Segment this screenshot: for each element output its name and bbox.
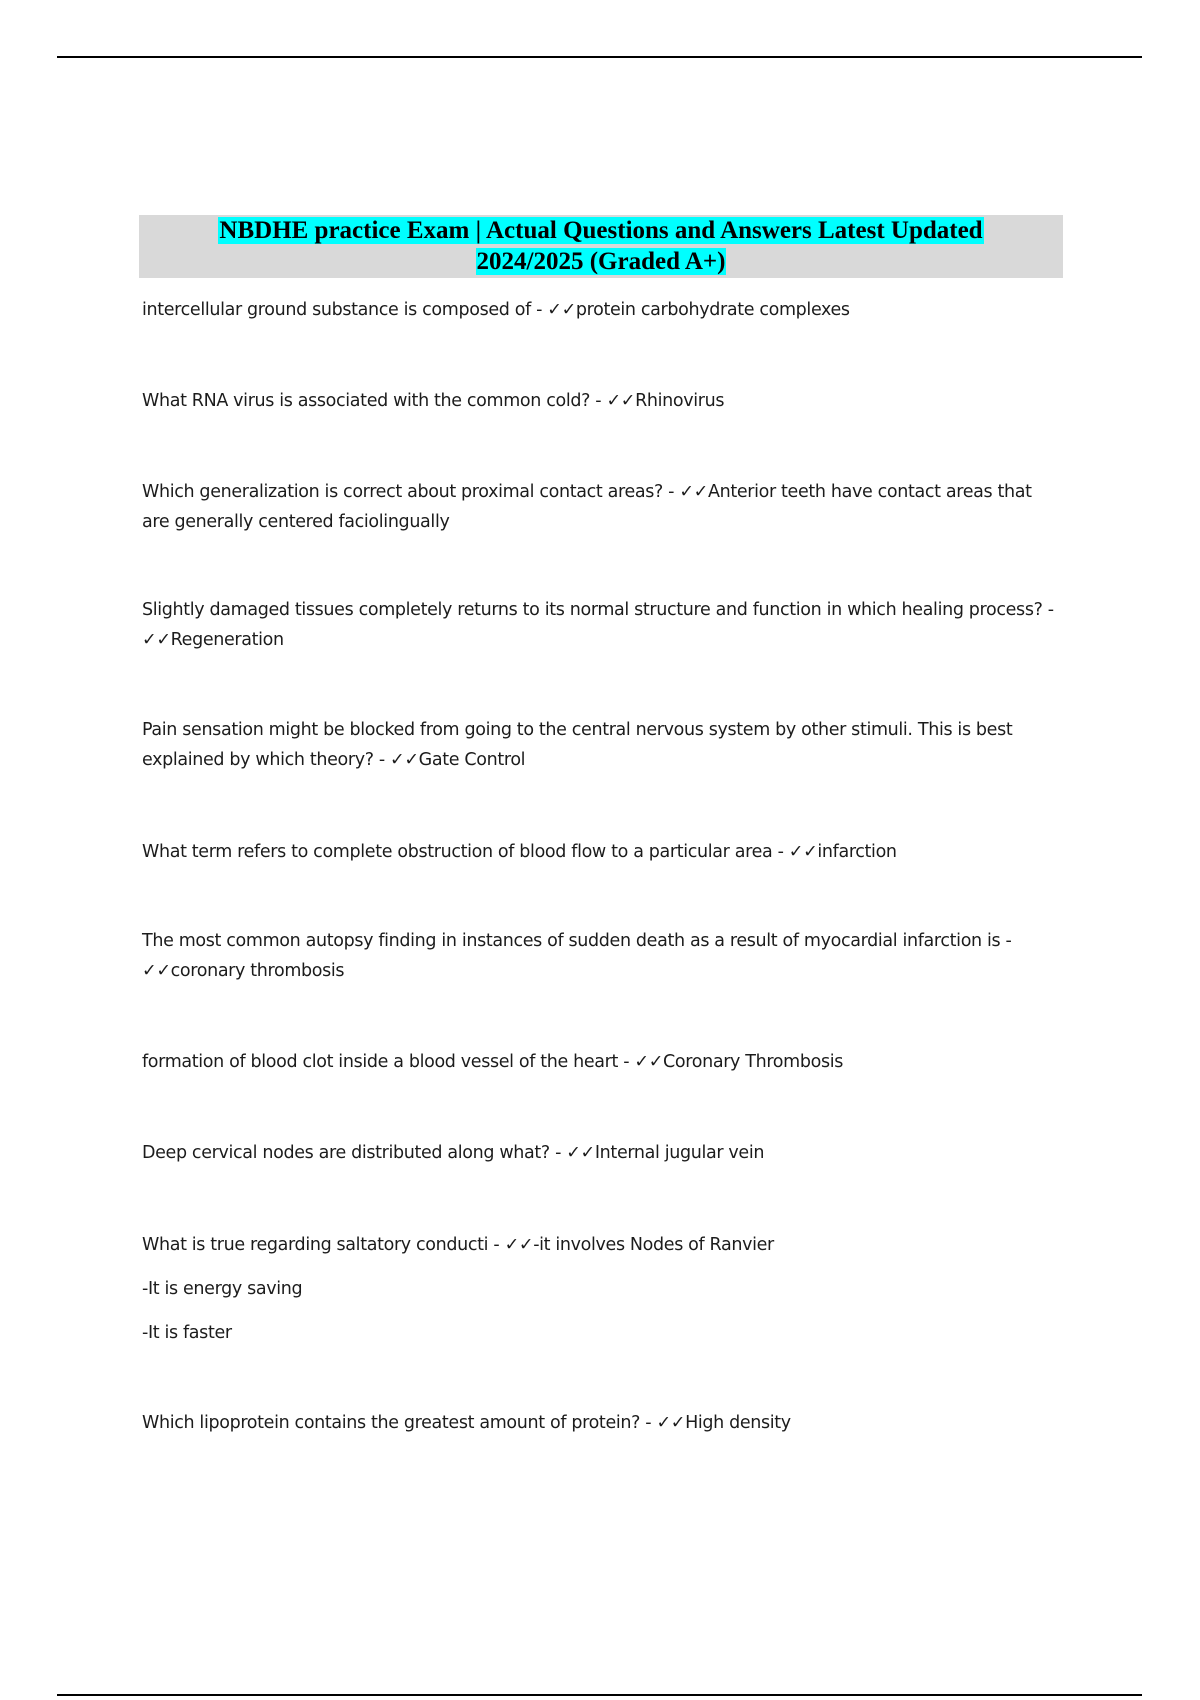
qa-item [142, 477, 1062, 537]
qa-item [142, 715, 1062, 775]
qa-extra-line: -It is faster [142, 1323, 232, 1343]
document-title-line-2: 2024/2025 (Graded A+) [476, 248, 726, 275]
header-rule [57, 56, 1142, 58]
qa-text: Pain sensation might be blocked from going to the central nervous system by other stimuli. This is best explained by which theory? - ✓✓Gate Control [142, 720, 1013, 770]
qa-text: Which lipoprotein contains the greatest amount of protein? - ✓✓High density [142, 1413, 791, 1433]
document-title-box [139, 215, 1063, 278]
qa-item [142, 926, 1062, 986]
qa-item [142, 837, 1062, 867]
qa-item [142, 1408, 1062, 1438]
qa-text: Deep cervical nodes are distributed along what? - ✓✓Internal jugular vein [142, 1143, 765, 1163]
qa-item [142, 595, 1062, 655]
qa-text: The most common autopsy finding in instances of sudden death as a result of myocardial infarction is - ✓✓coronary thrombosis [142, 931, 1012, 981]
qa-item [142, 295, 1062, 325]
qa-text: What RNA virus is associated with the common cold? - ✓✓Rhinovirus [142, 391, 725, 411]
qa-text: What is true regarding saltatory conducti - ✓✓-it involves Nodes of Ranvier [142, 1235, 774, 1255]
qa-text: formation of blood clot inside a blood vessel of the heart - ✓✓Coronary Thrombosis [142, 1052, 844, 1072]
qa-item [142, 1230, 1062, 1348]
qa-text: Which generalization is correct about proximal contact areas? - ✓✓Anterior teeth have contact areas that are generally centered faciolingually [142, 482, 1032, 532]
document-title-line-1: NBDHE practice Exam | Actual Questions and Answers Latest Updated [219, 217, 983, 244]
qa-text: What term refers to complete obstruction of blood flow to a particular area - ✓✓infarction [142, 842, 897, 862]
qa-item [142, 1047, 1062, 1077]
footer-rule [57, 1694, 1142, 1696]
qa-text: Slightly damaged tissues completely returns to its normal structure and function in which healing process? - ✓✓Regeneration [142, 600, 1054, 650]
qa-text: intercellular ground substance is composed of - ✓✓protein carbohydrate complexes [142, 300, 850, 320]
qa-item [142, 386, 1062, 416]
qa-item [142, 1138, 1062, 1168]
qa-extra-line: -It is energy saving [142, 1279, 303, 1299]
